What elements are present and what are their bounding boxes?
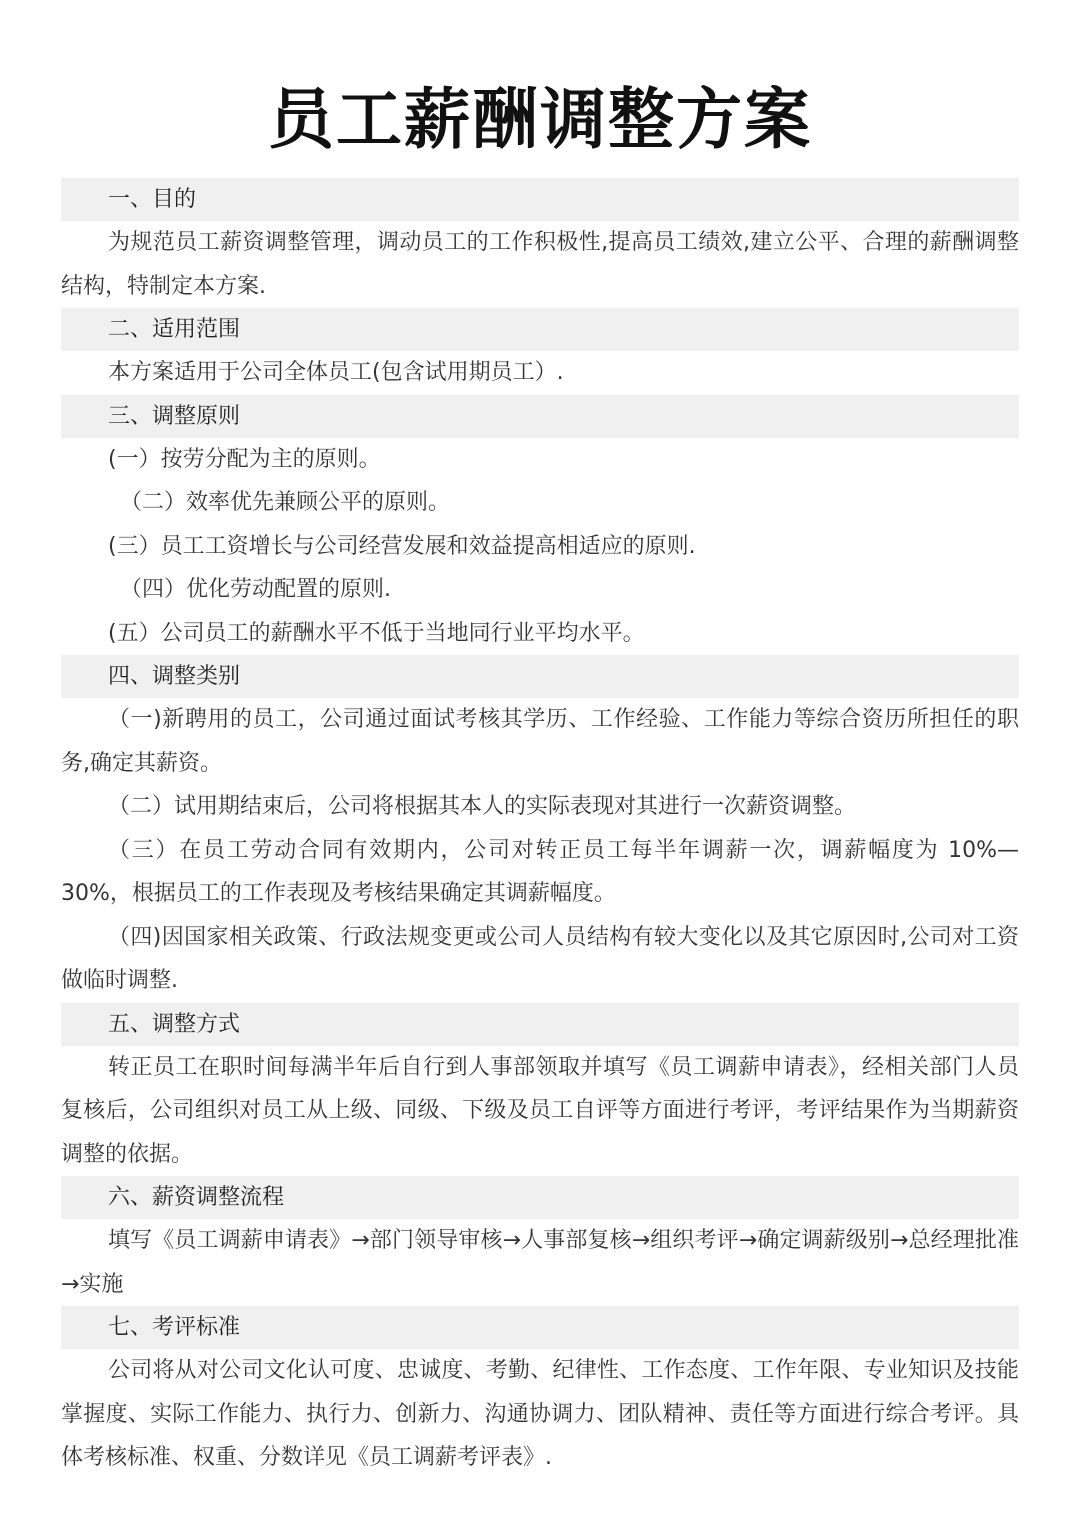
document-body [61,178,1019,1480]
section-heading: 三、调整原则 [61,395,1019,438]
section-method [61,1003,1019,1177]
section-item: 本方案适用于公司全体员工(包含试用期员工）. [108,360,564,385]
section-heading: 五、调整方式 [61,1003,1019,1046]
section-principles [61,395,1019,656]
principle-item: (三）员工工资增长与公司经营发展和效益提高相适应的原则. [108,533,696,559]
principle-item: (一）按劳分配为主的原则。 [108,446,381,472]
section-paragraph: 转正员工在职时间每满半年后自行到人事部领取并填写《员工调薪申请表》，经相关部门人员复核后，公司组织对员工从上级、同级、下级及员工自评等方面进行考评，考评结果作为当期薪资调整的依据。 [61,1054,1019,1167]
section-paragraph: 为规范员工薪资调整管理，调动员工的工作积极性,提高员工绩效,建立公平、合理的薪酬调整结构，特制定本方案. [61,230,1019,299]
section-heading: 一、目的 [61,178,1019,221]
section-heading: 六、薪资调整流程 [61,1176,1019,1219]
section-heading: 七、考评标准 [61,1306,1019,1349]
section-paragraph: 公司将从对公司文化认可度、忠诚度、考勤、纪律性、工作态度、工作年限、专业知识及技能掌握度、实际工作能力、执行力、创新力、沟通协调力、团队精神、责任等方面进行综合考评。具体考核标准、权重、分数详见《员工调薪考评表》. [61,1358,1019,1470]
section-categories [61,655,1019,1003]
principle-item: (五）公司员工的薪酬水平不低于当地同行业平均水平。 [108,620,645,646]
page-title: 员工薪酬调整方案 [268,81,812,158]
process-flow: 填写《员工调薪申请表》→部门领导审核→人事部复核→组织考评→确定调薪级别→总经理批准→实施 [61,1228,1019,1297]
category-paragraph: （四)因国家相关政策、行政法规变更或公司人员结构有较大变化以及其它原因时,公司对工资做临时调整. [61,924,1019,993]
category-paragraph: （一)新聘用的员工，公司通过面试考核其学历、工作经验、工作能力等综合资历所担任的职务,确定其薪资。 [61,707,1019,776]
section-scope [61,308,1019,395]
section-heading: 四、调整类别 [61,655,1019,698]
category-paragraph: （三）在员工劳动合同有效期内，公司对转正员工每半年调薪一次，调薪幅度为 10%—30%，根据员工的工作表现及考核结果确定其调薪幅度。 [61,837,1019,906]
principle-item: （四）优化劳动配置的原则. [120,577,391,602]
section-criteria [61,1306,1019,1480]
section-process [61,1176,1019,1306]
principle-item: （二）效率优先兼顾公平的原则。 [120,490,451,515]
section-heading: 二、适用范围 [61,308,1019,351]
section-purpose [61,178,1019,308]
category-paragraph: （二）试用期结束后，公司将根据其本人的实际表现对其进行一次薪资调整。 [108,794,857,819]
